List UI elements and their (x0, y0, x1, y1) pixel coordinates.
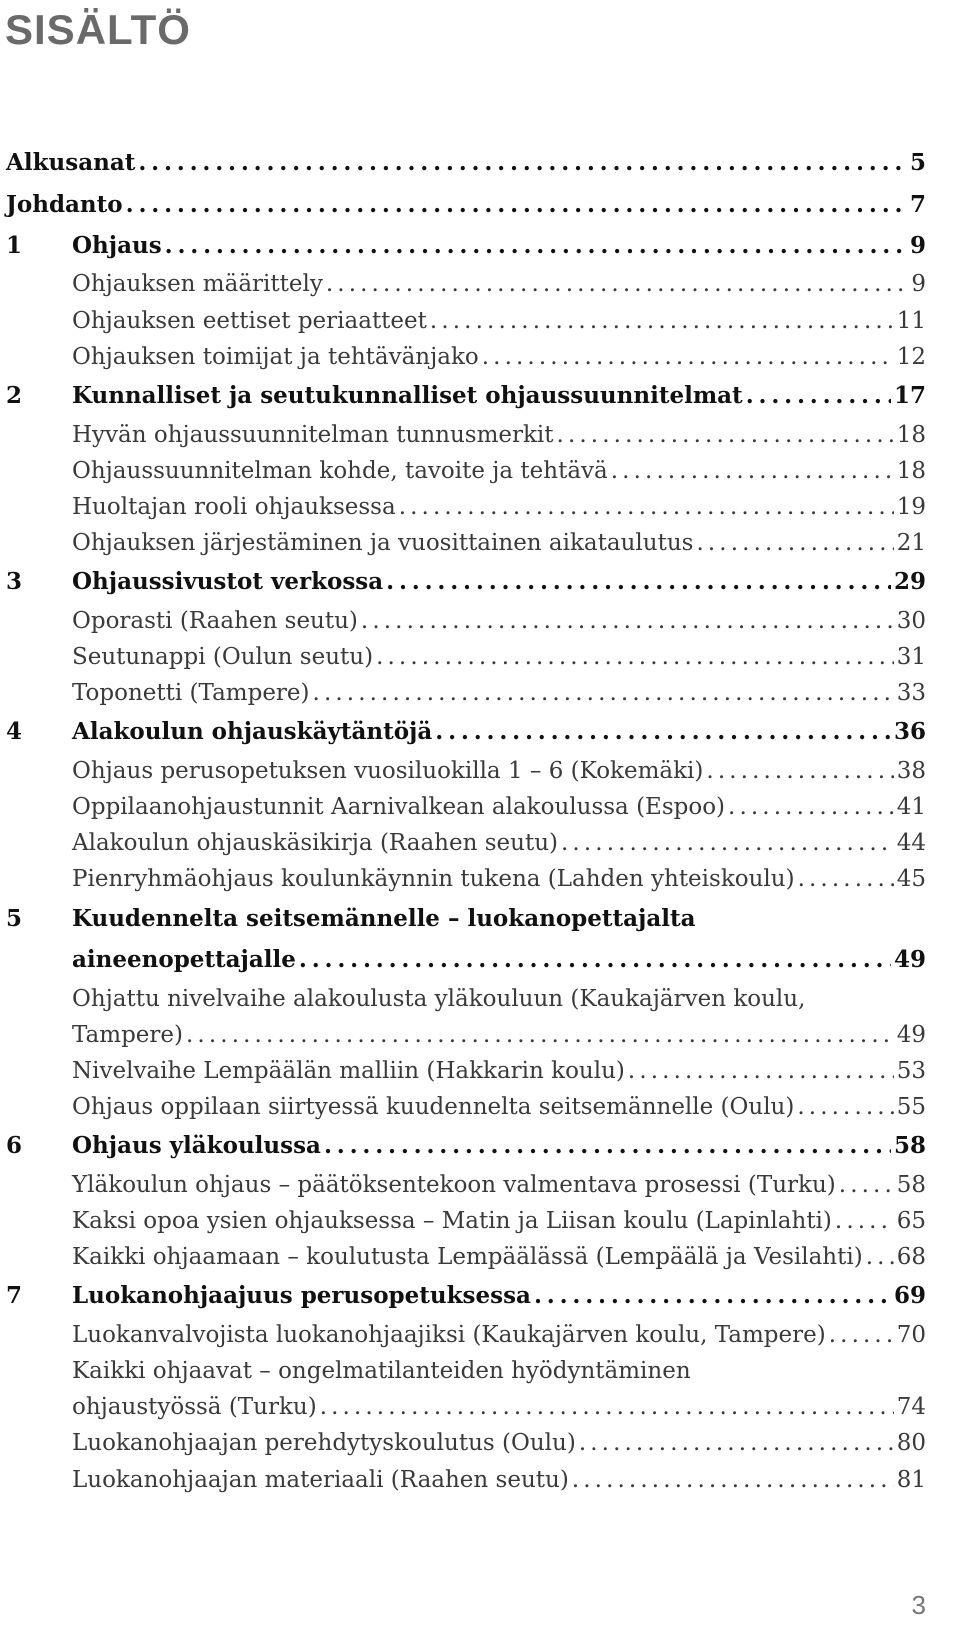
toc-entry-page: 17 (893, 382, 926, 410)
toc-subentry (6, 489, 926, 525)
toc-subentry (6, 639, 926, 675)
toc-entry-label: Luokanohjaajan materiaali (Raahen seutu) (72, 1466, 569, 1493)
toc-subentry (6, 417, 926, 453)
toc-entry-page: 65 (896, 1208, 926, 1235)
toc-entry-label: Luokanvalvojista luokanohjaajiksi (Kaukajärven koulu, Tampere) (72, 1321, 826, 1348)
toc-entry-page: 81 (896, 1466, 926, 1493)
toc-entry-page: 45 (896, 866, 926, 893)
toc-entry-page: 11 (896, 307, 926, 334)
toc-subentry (6, 861, 926, 897)
toc-entry-label: Hyvän ohjaussuunnitelman tunnusmerkit (72, 421, 554, 448)
toc-entry-page: 33 (896, 680, 926, 707)
toc-entry-label: Yläkoulun ohjaus – päätöksentekoon valmentava prosessi (Turku) (72, 1171, 836, 1198)
dot-leader (299, 939, 891, 981)
toc-subentry (6, 1239, 926, 1275)
toc-entry-label: Johdanto (6, 190, 123, 218)
dot-leader (611, 453, 894, 489)
toc-entry-label: Kaksi opoa ysien ohjauksessa – Matin ja Liisan koulu (Lapinlahti) (72, 1208, 832, 1235)
dot-leader (186, 1017, 894, 1053)
toc-entry-label: aineenopettajalle (72, 946, 296, 974)
toc-entry-label: Oporasti (Raahen seutu) (72, 607, 358, 634)
toc-entry-page: 58 (896, 1171, 926, 1198)
toc-subentry (6, 1203, 926, 1239)
dot-leader (746, 375, 891, 417)
dot-leader (561, 825, 894, 861)
dot-leader (628, 1053, 894, 1089)
toc-entry-label: Ohjaus oppilaan siirtyessä kuudennelta seitsemännelle (Oulu) (72, 1094, 795, 1121)
toc-subentry (6, 753, 926, 789)
toc-entry-number: 6 (6, 1132, 23, 1160)
table-of-contents (6, 142, 926, 1498)
dot-leader (430, 303, 894, 339)
toc-entry-page: 12 (896, 343, 926, 370)
toc-entry-label: Toponetti (Tampere) (72, 680, 310, 707)
toc-entry-page: 18 (896, 457, 926, 484)
toc-entry (6, 898, 926, 940)
toc-subentry (6, 303, 926, 339)
toc-subentry (6, 1317, 926, 1353)
toc-entry-page: 38 (896, 757, 926, 784)
toc-entry-label: Oppilaanohjaustunnit Aarnivalkean alakoulussa (Espoo) (72, 794, 726, 821)
toc-entry-label: Luokanohjaajan perehdytyskoulutus (Oulu) (72, 1430, 576, 1457)
toc-entry-page: 19 (896, 493, 926, 520)
toc-entry-label: Ohjaussuunnitelman kohde, tavoite ja tehtävä (72, 457, 608, 484)
dot-leader (866, 1239, 894, 1275)
toc-entry-label: Seutunappi (Oulun seutu) (72, 643, 374, 670)
toc-entry-page: 68 (896, 1244, 926, 1271)
toc-entry-label: ohjaustyössä (Turku) (72, 1394, 317, 1421)
toc-entry (6, 939, 926, 981)
toc-subentry (6, 1426, 926, 1462)
toc-entry-page: 49 (896, 1021, 926, 1048)
toc-subentry (6, 525, 926, 561)
toc-entry-label: Kunnalliset ja seutukunnalliset ohjaussuunnitelmat (72, 382, 743, 410)
toc-entry (6, 1275, 926, 1317)
dot-leader (313, 675, 894, 711)
toc-entry-page: 69 (893, 1282, 926, 1310)
dot-leader (399, 489, 894, 525)
toc-subentry (6, 453, 926, 489)
dot-leader (138, 142, 907, 184)
toc-entry-page: 74 (896, 1394, 926, 1421)
toc-entry-page: 80 (896, 1430, 926, 1457)
toc-entry-page: 30 (896, 607, 926, 634)
dot-leader (797, 1089, 893, 1125)
dot-leader (435, 711, 891, 753)
toc-entry (6, 142, 926, 184)
dot-leader (376, 639, 894, 675)
toc-entry-label: Ohjauksen toimijat ja tehtävänjako (72, 343, 479, 370)
dot-leader (126, 184, 907, 226)
dot-leader (798, 861, 894, 897)
toc-entry-number: 7 (6, 1282, 23, 1310)
dot-leader (829, 1317, 894, 1353)
toc-entry-page: 18 (896, 421, 926, 448)
toc-entry-number: 2 (6, 382, 23, 410)
toc-entry-label: Ohjauksen eettiset periaatteet (72, 307, 427, 334)
toc-entry-label: Kaikki ohjaamaan – koulutusta Lempäälässä (Lempäälä ja Vesilahti) (72, 1244, 863, 1271)
toc-entry-label: Ohjaus (72, 232, 162, 259)
page-number: 3 (911, 1590, 926, 1620)
toc-entry-page: 44 (896, 830, 926, 857)
toc-subentry (6, 1167, 926, 1203)
toc-entry-label: Ohjauksen määrittely (72, 271, 323, 298)
toc-entry-label: Nivelvaihe Lempäälän malliin (Hakkarin koulu) (72, 1057, 625, 1084)
toc-entry (6, 561, 926, 603)
dot-leader (534, 1275, 891, 1317)
dot-leader (386, 561, 891, 603)
toc-subentry (6, 789, 926, 825)
toc-subentry (6, 825, 926, 861)
toc-entry-label: Luokanohjaajuus perusopetuksessa (72, 1282, 531, 1310)
dot-leader (706, 753, 893, 789)
toc-entry-page: 7 (909, 190, 926, 218)
toc-entry-page: 5 (909, 149, 926, 176)
toc-entry (6, 184, 926, 226)
toc-subentry (6, 603, 926, 639)
toc-entry (6, 1125, 926, 1167)
toc-subentry (6, 267, 926, 303)
dot-leader (557, 417, 894, 453)
toc-entry-label: Alkusanat (6, 149, 136, 176)
toc-entry-page: 53 (896, 1057, 926, 1084)
toc-entry-page: 36 (893, 718, 926, 746)
dot-leader (482, 339, 894, 375)
toc-entry-page: 41 (896, 794, 926, 821)
toc-subentry (6, 339, 926, 375)
page-title: SISÄLTÖ (5, 6, 191, 53)
dot-leader (572, 1462, 894, 1498)
toc-entry-page: 49 (893, 946, 926, 974)
dot-leader (320, 1389, 894, 1425)
dot-leader (579, 1425, 894, 1461)
toc-entry-label: Huoltajan rooli ohjauksessa (72, 493, 396, 520)
toc-entry-number: 3 (6, 568, 23, 596)
toc-entry-line: Ohjattu nivelvaihe alakoulusta yläkouluun (Kaukajärven koulu, (72, 985, 806, 1012)
toc-subentry (6, 675, 926, 711)
dot-leader (839, 1167, 894, 1203)
toc-entry-page: 70 (896, 1321, 926, 1348)
dot-leader (326, 266, 909, 302)
toc-entry-label: Ohjaus yläkoulussa (72, 1132, 321, 1160)
toc-entry-label: Ohjaussivustot verkossa (72, 568, 384, 596)
toc-entry-line: Kaikki ohjaavat – ongelmatilanteiden hyödyntäminen (72, 1358, 691, 1385)
toc-entry-page: 9 (909, 232, 926, 259)
toc-subentry (6, 1089, 926, 1125)
toc-entry-number: 5 (6, 904, 23, 932)
toc-entry-page: 31 (896, 643, 926, 670)
dot-leader (835, 1203, 894, 1239)
dot-leader (165, 225, 907, 267)
toc-entry-label: Ohjauksen järjestäminen ja vuosittainen aikataulutus (72, 530, 694, 557)
dot-leader (361, 603, 894, 639)
toc-entry (6, 711, 926, 753)
toc-entry-page: 9 (911, 271, 926, 298)
toc-entry-page: 55 (896, 1094, 926, 1121)
toc-entry-label: Alakoulun ohjauskäsikirja (Raahen seutu) (72, 830, 558, 857)
toc-entry-label: Ohjaus perusopetuksen vuosiluokilla 1 – 6 (Kokemäki) (72, 757, 704, 784)
dot-leader (324, 1125, 891, 1167)
toc-entry (6, 225, 926, 267)
toc-entry-number: 1 (6, 232, 23, 259)
toc-entry-label: Pienryhmäohjaus koulunkäynnin tukena (Lahden yhteiskoulu) (72, 866, 795, 893)
toc-entry (6, 375, 926, 417)
toc-entry-page: 21 (896, 530, 926, 557)
toc-entry-label: Tampere) (72, 1021, 183, 1048)
dot-leader (728, 789, 894, 825)
toc-entry-page: 58 (893, 1132, 926, 1160)
toc-subentry (6, 1389, 926, 1425)
toc-subentry (6, 1053, 926, 1089)
dot-leader (696, 525, 893, 561)
toc-subentry (6, 1462, 926, 1498)
toc-entry-number: 4 (6, 718, 23, 746)
toc-entry-label: Kuudennelta seitsemännelle – luokanopettajalta (72, 904, 696, 932)
toc-subentry (6, 1017, 926, 1053)
toc-entry-page: 29 (893, 568, 926, 596)
toc-entry-label: Alakoulun ohjauskäytäntöjä (72, 718, 433, 746)
